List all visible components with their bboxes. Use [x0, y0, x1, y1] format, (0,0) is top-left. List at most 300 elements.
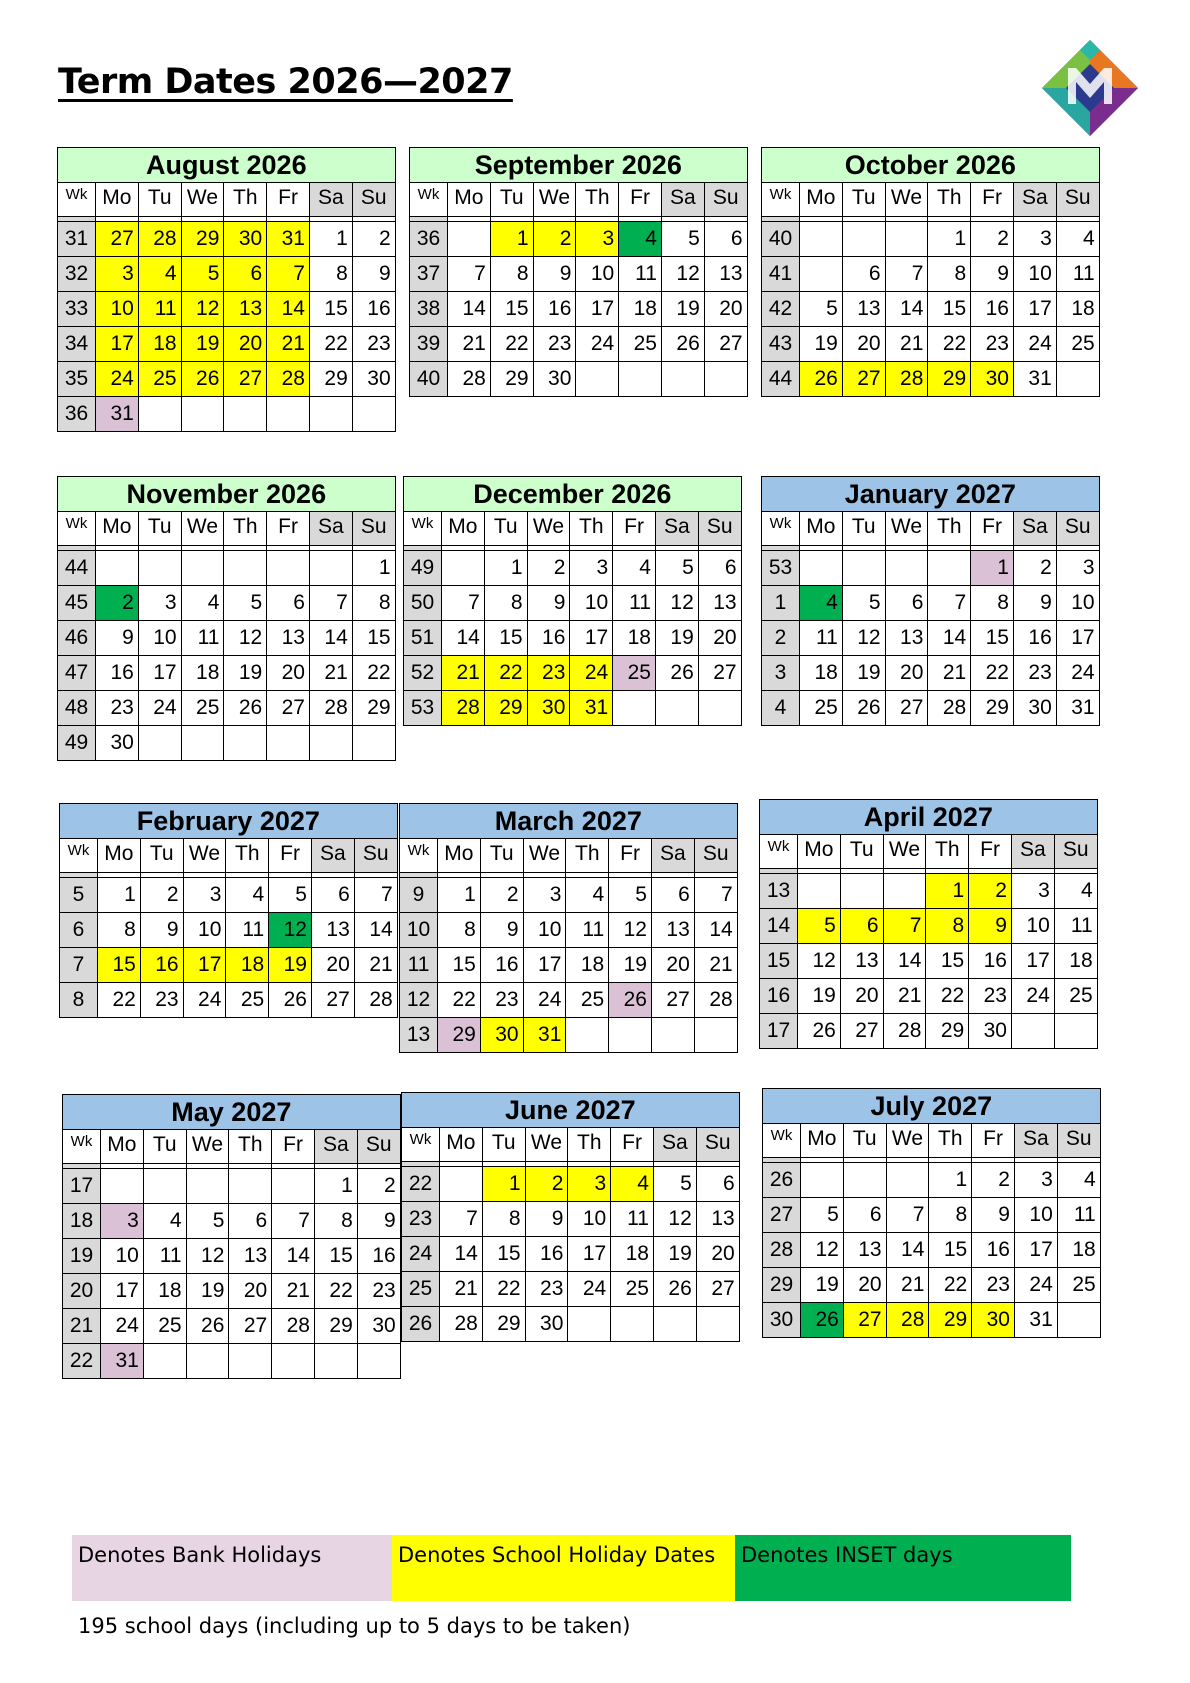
month-calendar: [761, 147, 1100, 397]
day-header: Sa: [651, 839, 694, 873]
day-cell: 11: [566, 913, 609, 948]
day-cell: [448, 222, 491, 257]
day-header: Sa: [661, 183, 704, 217]
day-cell: 14: [440, 1237, 483, 1272]
day-cell: 18: [1057, 1233, 1100, 1268]
day-cell: 9: [972, 1198, 1015, 1233]
day-cell: 22: [98, 983, 141, 1018]
day-cell: 9: [96, 621, 139, 656]
week-header: Wk: [760, 835, 798, 869]
day-cell: 24: [570, 656, 613, 691]
day-cell: 5: [798, 909, 841, 944]
day-cell: 23: [533, 327, 576, 362]
day-cell: [883, 874, 926, 909]
day-cell: [138, 397, 181, 432]
day-header: Mo: [800, 183, 843, 217]
day-cell: 27: [229, 1309, 272, 1344]
week-number: 45: [58, 586, 96, 621]
day-cell: 15: [971, 621, 1014, 656]
day-cell: 9: [140, 913, 183, 948]
day-header: We: [181, 183, 224, 217]
week-number: 53: [404, 691, 442, 726]
day-cell: 10: [1014, 1198, 1057, 1233]
day-cell: 16: [525, 1237, 568, 1272]
day-cell: 24: [183, 983, 226, 1018]
day-cell: 3: [1056, 551, 1099, 586]
day-cell: 3: [523, 878, 566, 913]
week-number: 44: [762, 362, 800, 397]
day-cell: 10: [570, 586, 613, 621]
day-cell: 1: [926, 874, 969, 909]
day-cell: 10: [1056, 586, 1099, 621]
day-cell: 8: [314, 1204, 357, 1239]
day-cell: 16: [1013, 621, 1056, 656]
day-cell: 21: [883, 979, 926, 1014]
week-number: 49: [404, 551, 442, 586]
day-cell: 2: [971, 222, 1014, 257]
day-cell: 22: [352, 656, 395, 691]
week-header: Wk: [762, 512, 800, 546]
day-cell: 6: [842, 257, 885, 292]
day-cell: 31: [96, 397, 139, 432]
day-cell: 26: [181, 362, 224, 397]
day-cell: 9: [352, 257, 395, 292]
day-cell: 3: [183, 878, 226, 913]
day-header: Tu: [840, 835, 883, 869]
day-cell: 30: [357, 1309, 400, 1344]
day-cell: 5: [186, 1204, 229, 1239]
day-cell: 10: [1011, 909, 1054, 944]
day-cell: 6: [224, 257, 267, 292]
day-header: Su: [354, 839, 397, 873]
day-cell: 26: [661, 327, 704, 362]
week-number: 40: [410, 362, 448, 397]
week-row: [763, 1233, 1101, 1268]
day-cell: 26: [269, 983, 312, 1018]
week-row: [404, 691, 742, 726]
day-cell: 31: [523, 1018, 566, 1053]
day-cell: 7: [267, 257, 310, 292]
day-cell: 20: [311, 948, 354, 983]
week-number: 31: [58, 222, 96, 257]
day-cell: 15: [926, 944, 969, 979]
day-header: Fr: [969, 835, 1012, 869]
day-cell: 2: [352, 222, 395, 257]
day-cell: 30: [533, 362, 576, 397]
day-cell: [272, 1344, 315, 1379]
day-cell: [357, 1344, 400, 1379]
week-row: [58, 397, 396, 432]
day-header: Mo: [438, 839, 481, 873]
day-cell: 17: [576, 292, 619, 327]
day-header: Sa: [314, 1130, 357, 1164]
day-cell: 12: [181, 292, 224, 327]
day-cell: [181, 726, 224, 761]
week-number: 44: [58, 551, 96, 586]
day-cell: 26: [186, 1309, 229, 1344]
month-title: November 2026: [58, 477, 396, 512]
day-header: Su: [1054, 835, 1097, 869]
week-row: [60, 878, 398, 913]
week-number: 21: [63, 1309, 101, 1344]
day-cell: [309, 551, 352, 586]
day-cell: 22: [309, 327, 352, 362]
day-cell: 18: [800, 656, 843, 691]
day-cell: 21: [354, 948, 397, 983]
day-header: Mo: [798, 835, 841, 869]
day-header: We: [183, 839, 226, 873]
day-cell: 5: [801, 1198, 844, 1233]
day-header: Su: [1057, 1124, 1100, 1158]
day-cell: 7: [272, 1204, 315, 1239]
week-row: [402, 1272, 740, 1307]
day-cell: 23: [525, 1272, 568, 1307]
week-row: [763, 1198, 1101, 1233]
week-number: 16: [760, 979, 798, 1014]
day-cell: 23: [971, 327, 1014, 362]
day-cell: 10: [568, 1202, 611, 1237]
day-cell: 22: [314, 1274, 357, 1309]
day-cell: 26: [798, 1014, 841, 1049]
day-cell: 15: [929, 1233, 972, 1268]
week-row: [760, 979, 1098, 1014]
day-cell: 11: [611, 1202, 654, 1237]
day-cell: [143, 1344, 186, 1379]
day-cell: 17: [1011, 944, 1054, 979]
day-cell: 28: [885, 362, 928, 397]
day-cell: [611, 1307, 654, 1342]
month-title: June 2027: [402, 1093, 740, 1128]
day-cell: 25: [613, 656, 656, 691]
day-cell: 29: [928, 362, 971, 397]
day-cell: 29: [484, 691, 527, 726]
day-cell: 12: [224, 621, 267, 656]
day-cell: 15: [309, 292, 352, 327]
month-calendar: [759, 799, 1098, 1049]
day-cell: 29: [971, 691, 1014, 726]
day-cell: 20: [224, 327, 267, 362]
day-cell: 6: [698, 551, 741, 586]
day-cell: [698, 691, 741, 726]
day-cell: 29: [309, 362, 352, 397]
day-cell: [224, 397, 267, 432]
day-cell: 8: [926, 909, 969, 944]
week-row: [400, 983, 738, 1018]
day-cell: 27: [267, 691, 310, 726]
day-cell: 30: [969, 1014, 1012, 1049]
day-cell: [186, 1169, 229, 1204]
day-cell: [442, 551, 485, 586]
day-cell: 20: [704, 292, 747, 327]
month-title: August 2026: [58, 148, 396, 183]
week-row: [58, 691, 396, 726]
day-header: Th: [226, 839, 269, 873]
week-row: [58, 621, 396, 656]
day-cell: 28: [272, 1309, 315, 1344]
week-row: [402, 1307, 740, 1342]
day-cell: 3: [1013, 222, 1056, 257]
day-header: Mo: [440, 1128, 483, 1162]
day-cell: 24: [1011, 979, 1054, 1014]
day-cell: 8: [98, 913, 141, 948]
day-cell: 3: [568, 1167, 611, 1202]
day-cell: 17: [1056, 621, 1099, 656]
day-header: Th: [928, 512, 971, 546]
day-cell: 27: [651, 983, 694, 1018]
week-number: 22: [402, 1167, 440, 1202]
day-cell: 15: [98, 948, 141, 983]
day-cell: 14: [928, 621, 971, 656]
day-cell: 19: [609, 948, 652, 983]
day-header: Tu: [480, 839, 523, 873]
day-cell: 24: [138, 691, 181, 726]
week-number: 53: [762, 551, 800, 586]
day-cell: 16: [972, 1233, 1015, 1268]
day-cell: [800, 257, 843, 292]
week-number: 27: [763, 1198, 801, 1233]
week-number: 40: [762, 222, 800, 257]
day-cell: [613, 691, 656, 726]
day-cell: 16: [969, 944, 1012, 979]
week-number: 26: [402, 1307, 440, 1342]
day-cell: 11: [1056, 257, 1099, 292]
day-header: Fr: [619, 183, 662, 217]
month-title: October 2026: [762, 148, 1100, 183]
day-cell: 12: [609, 913, 652, 948]
day-header: Th: [568, 1128, 611, 1162]
day-cell: 1: [314, 1169, 357, 1204]
month-calendar: [62, 1094, 401, 1379]
day-cell: 19: [798, 979, 841, 1014]
day-cell: 27: [96, 222, 139, 257]
day-cell: [842, 551, 885, 586]
month-title: February 2027: [60, 804, 398, 839]
week-row: [404, 656, 742, 691]
day-cell: 15: [484, 621, 527, 656]
day-cell: 31: [1014, 1303, 1057, 1338]
week-number: 11: [400, 948, 438, 983]
day-cell: 12: [186, 1239, 229, 1274]
legend-bank-holidays: Denotes Bank Holidays: [72, 1535, 392, 1601]
day-cell: 11: [619, 257, 662, 292]
day-cell: 7: [442, 586, 485, 621]
week-row: [58, 292, 396, 327]
day-header: We: [525, 1128, 568, 1162]
day-cell: 8: [971, 586, 1014, 621]
day-cell: 2: [357, 1169, 400, 1204]
month-title: April 2027: [760, 800, 1098, 835]
week-number: 23: [402, 1202, 440, 1237]
month-title: January 2027: [762, 477, 1100, 512]
week-row: [762, 621, 1100, 656]
day-cell: 22: [929, 1268, 972, 1303]
week-row: [404, 551, 742, 586]
day-cell: 6: [267, 586, 310, 621]
day-cell: 26: [609, 983, 652, 1018]
day-cell: 5: [653, 1167, 696, 1202]
week-number: 43: [762, 327, 800, 362]
day-cell: 2: [525, 1167, 568, 1202]
day-header: Sa: [1014, 1124, 1057, 1158]
day-cell: 17: [101, 1274, 144, 1309]
day-cell: 15: [352, 621, 395, 656]
day-cell: 30: [480, 1018, 523, 1053]
day-cell: 4: [566, 878, 609, 913]
day-cell: 28: [886, 1303, 929, 1338]
day-cell: [568, 1307, 611, 1342]
month-calendar: [401, 1092, 740, 1342]
day-cell: [885, 551, 928, 586]
week-row: [58, 257, 396, 292]
day-cell: [800, 551, 843, 586]
day-cell: 27: [704, 327, 747, 362]
day-header: Mo: [801, 1124, 844, 1158]
week-number: 38: [410, 292, 448, 327]
day-cell: [576, 362, 619, 397]
day-cell: [704, 362, 747, 397]
day-cell: 13: [842, 292, 885, 327]
day-cell: 14: [442, 621, 485, 656]
legend: [72, 1535, 1071, 1601]
day-cell: 5: [661, 222, 704, 257]
day-cell: 21: [440, 1272, 483, 1307]
day-cell: 9: [969, 909, 1012, 944]
week-number: 19: [63, 1239, 101, 1274]
day-cell: 8: [352, 586, 395, 621]
day-cell: 19: [801, 1268, 844, 1303]
day-cell: 5: [655, 551, 698, 586]
day-cell: 21: [886, 1268, 929, 1303]
day-cell: 2: [527, 551, 570, 586]
day-cell: [440, 1167, 483, 1202]
day-header: We: [883, 835, 926, 869]
day-header: Fr: [267, 183, 310, 217]
day-cell: 1: [98, 878, 141, 913]
day-cell: 28: [354, 983, 397, 1018]
day-header: Tu: [143, 1130, 186, 1164]
day-cell: 15: [928, 292, 971, 327]
day-cell: 14: [267, 292, 310, 327]
day-cell: 11: [800, 621, 843, 656]
day-cell: 4: [226, 878, 269, 913]
week-number: 52: [404, 656, 442, 691]
day-cell: 7: [885, 257, 928, 292]
day-header: Fr: [613, 512, 656, 546]
day-cell: 2: [969, 874, 1012, 909]
week-number: 8: [60, 983, 98, 1018]
day-cell: 3: [1014, 1163, 1057, 1198]
week-row: [404, 586, 742, 621]
day-cell: 28: [309, 691, 352, 726]
day-header: Fr: [267, 512, 310, 546]
week-row: [410, 222, 748, 257]
day-header: Sa: [309, 512, 352, 546]
day-cell: 4: [1054, 874, 1097, 909]
week-number: 10: [400, 913, 438, 948]
day-cell: [229, 1169, 272, 1204]
day-cell: [842, 222, 885, 257]
day-cell: 18: [619, 292, 662, 327]
week-header: Wk: [402, 1128, 440, 1162]
day-cell: 25: [611, 1272, 654, 1307]
week-header: Wk: [58, 512, 96, 546]
day-cell: 28: [883, 1014, 926, 1049]
day-cell: 8: [438, 913, 481, 948]
day-cell: 5: [269, 878, 312, 913]
day-header: Su: [352, 183, 395, 217]
month-title: July 2027: [763, 1089, 1101, 1124]
day-cell: [101, 1169, 144, 1204]
day-cell: 22: [438, 983, 481, 1018]
day-cell: 18: [138, 327, 181, 362]
day-cell: [267, 397, 310, 432]
day-cell: [352, 726, 395, 761]
day-cell: 26: [842, 691, 885, 726]
day-cell: [138, 726, 181, 761]
day-header: Tu: [138, 183, 181, 217]
day-cell: 6: [229, 1204, 272, 1239]
day-cell: 13: [311, 913, 354, 948]
week-row: [60, 913, 398, 948]
day-cell: 2: [972, 1163, 1015, 1198]
day-cell: 23: [96, 691, 139, 726]
day-cell: 23: [972, 1268, 1015, 1303]
day-cell: 7: [883, 909, 926, 944]
day-cell: 4: [613, 551, 656, 586]
day-cell: 10: [101, 1239, 144, 1274]
day-cell: 27: [311, 983, 354, 1018]
day-header: Mo: [448, 183, 491, 217]
week-row: [63, 1239, 401, 1274]
day-cell: 20: [651, 948, 694, 983]
day-header: Th: [926, 835, 969, 869]
day-cell: 4: [143, 1204, 186, 1239]
day-cell: 3: [1011, 874, 1054, 909]
day-cell: 4: [1057, 1163, 1100, 1198]
day-cell: 18: [611, 1237, 654, 1272]
day-cell: 9: [1013, 586, 1056, 621]
week-row: [763, 1303, 1101, 1338]
day-header: Sa: [653, 1128, 696, 1162]
day-cell: 18: [1056, 292, 1099, 327]
day-cell: 5: [842, 586, 885, 621]
day-cell: 20: [840, 979, 883, 1014]
day-cell: 17: [183, 948, 226, 983]
week-number: 34: [58, 327, 96, 362]
day-cell: 18: [226, 948, 269, 983]
school-days-note: 195 school days (including up to 5 days to be taken): [78, 1614, 631, 1638]
day-cell: 18: [613, 621, 656, 656]
day-cell: 22: [484, 656, 527, 691]
day-cell: 24: [1013, 327, 1056, 362]
day-cell: 29: [438, 1018, 481, 1053]
day-cell: 29: [926, 1014, 969, 1049]
day-cell: [840, 874, 883, 909]
week-row: [60, 983, 398, 1018]
day-cell: 14: [309, 621, 352, 656]
day-cell: [1057, 1303, 1100, 1338]
day-header: Su: [694, 839, 737, 873]
day-header: Tu: [482, 1128, 525, 1162]
day-cell: 11: [1057, 1198, 1100, 1233]
day-cell: [801, 1163, 844, 1198]
day-cell: 31: [101, 1344, 144, 1379]
day-cell: 13: [224, 292, 267, 327]
day-cell: 14: [354, 913, 397, 948]
day-header: We: [186, 1130, 229, 1164]
day-header: Fr: [971, 512, 1014, 546]
day-cell: 30: [1013, 691, 1056, 726]
